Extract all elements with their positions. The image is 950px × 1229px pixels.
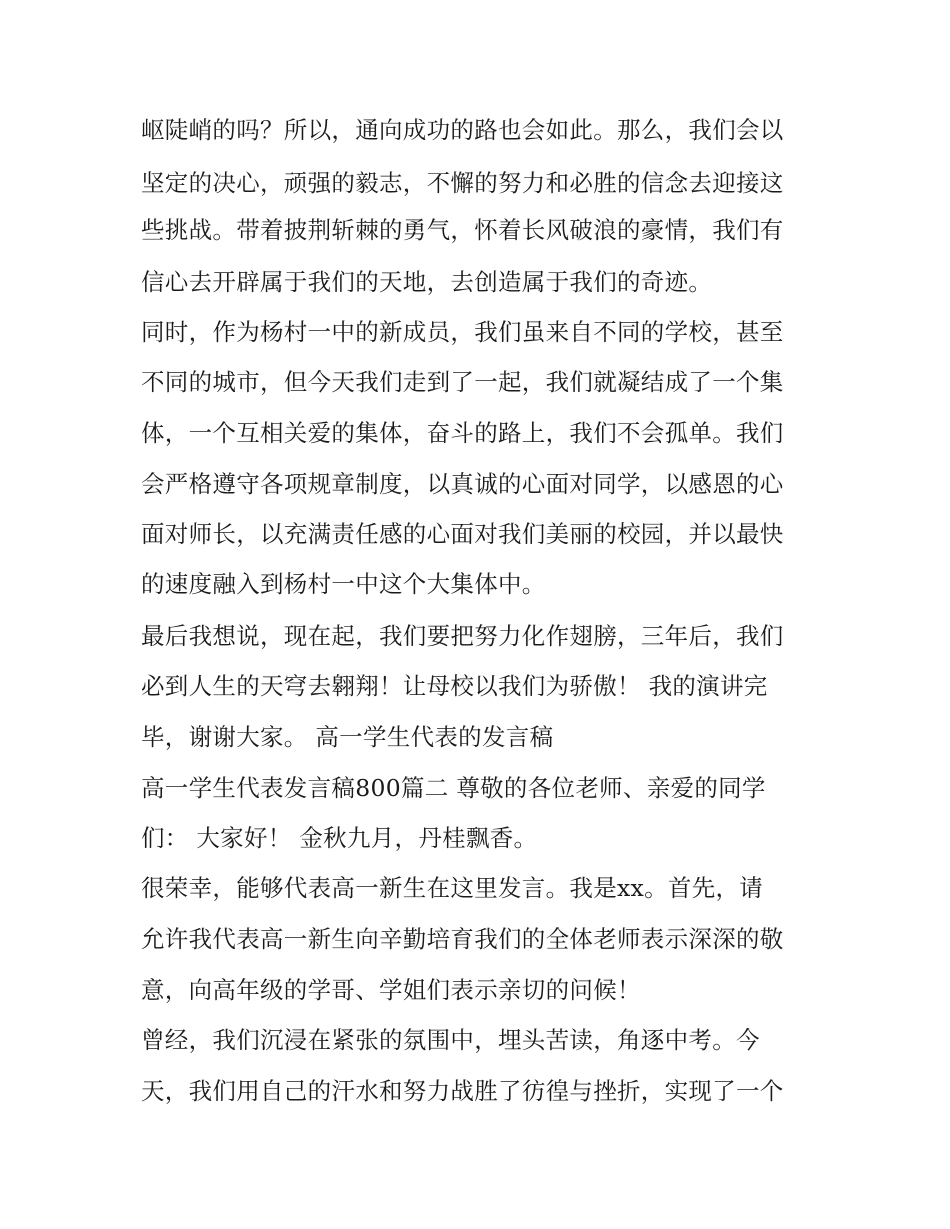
text-line: 不同的城市，但今天我们走到了一起，我们就凝结成了一个集	[141, 368, 784, 396]
text-line: 天，我们用自己的汗水和努力战胜了彷徨与挫折，实现了一个	[141, 1077, 784, 1105]
text-line: 必到人生的天穹去翱翔！让母校以我们为骄傲！ 我的演讲完	[141, 672, 768, 700]
text-line: 允许我代表高一新生向辛勤培育我们的全体老师表示深深的敬	[141, 925, 784, 953]
text-line: 毕，谢谢大家。 高一学生代表的发言稿	[141, 723, 554, 751]
text-line: 很荣幸，能够代表高一新生在这里发言。我是xx。首先，请	[141, 874, 764, 902]
text-line: 最后我想说，现在起，我们要把努力化作翅膀，三年后，我们	[141, 622, 784, 650]
text-line: 体，一个互相关爱的集体，奋斗的路上，我们不会孤单。我们	[141, 419, 784, 447]
text-line: 信心去开辟属于我们的天地，去创造属于我们的奇迹。	[141, 268, 713, 296]
text-line: 同时，作为杨村一中的新成员，我们虽来自不同的学校，甚至	[141, 318, 784, 346]
text-line: 些挑战。带着披荆斩棘的勇气，怀着长风破浪的豪情，我们有	[141, 216, 784, 244]
text-line: 的速度融入到杨村一中这个大集体中。	[141, 570, 546, 598]
text-line: 岖陡峭的吗？所以，通向成功的路也会如此。那么，我们会以	[141, 116, 784, 144]
text-line: 高一学生代表发言稿800篇二 尊敬的各位老师、亲爱的同学	[141, 774, 766, 802]
text-line: 面对师长，以充满责任感的心面对我们美丽的校园，并以最快	[141, 520, 784, 548]
text-line: 会严格遵守各项规章制度，以真诚的心面对同学，以感恩的心	[141, 470, 784, 498]
text-line: 意，向高年级的学哥、学姐们表示亲切的问候！	[141, 976, 641, 1004]
text-line: 曾经，我们沉浸在紧张的氛围中，埋头苦读，角逐中考。今	[141, 1026, 760, 1054]
text-line: 坚定的决心，顽强的毅志，不懈的努力和必胜的信念去迎接这	[141, 169, 784, 197]
text-line: 们： 大家好！ 金秋九月，丹桂飘香。	[141, 824, 538, 852]
